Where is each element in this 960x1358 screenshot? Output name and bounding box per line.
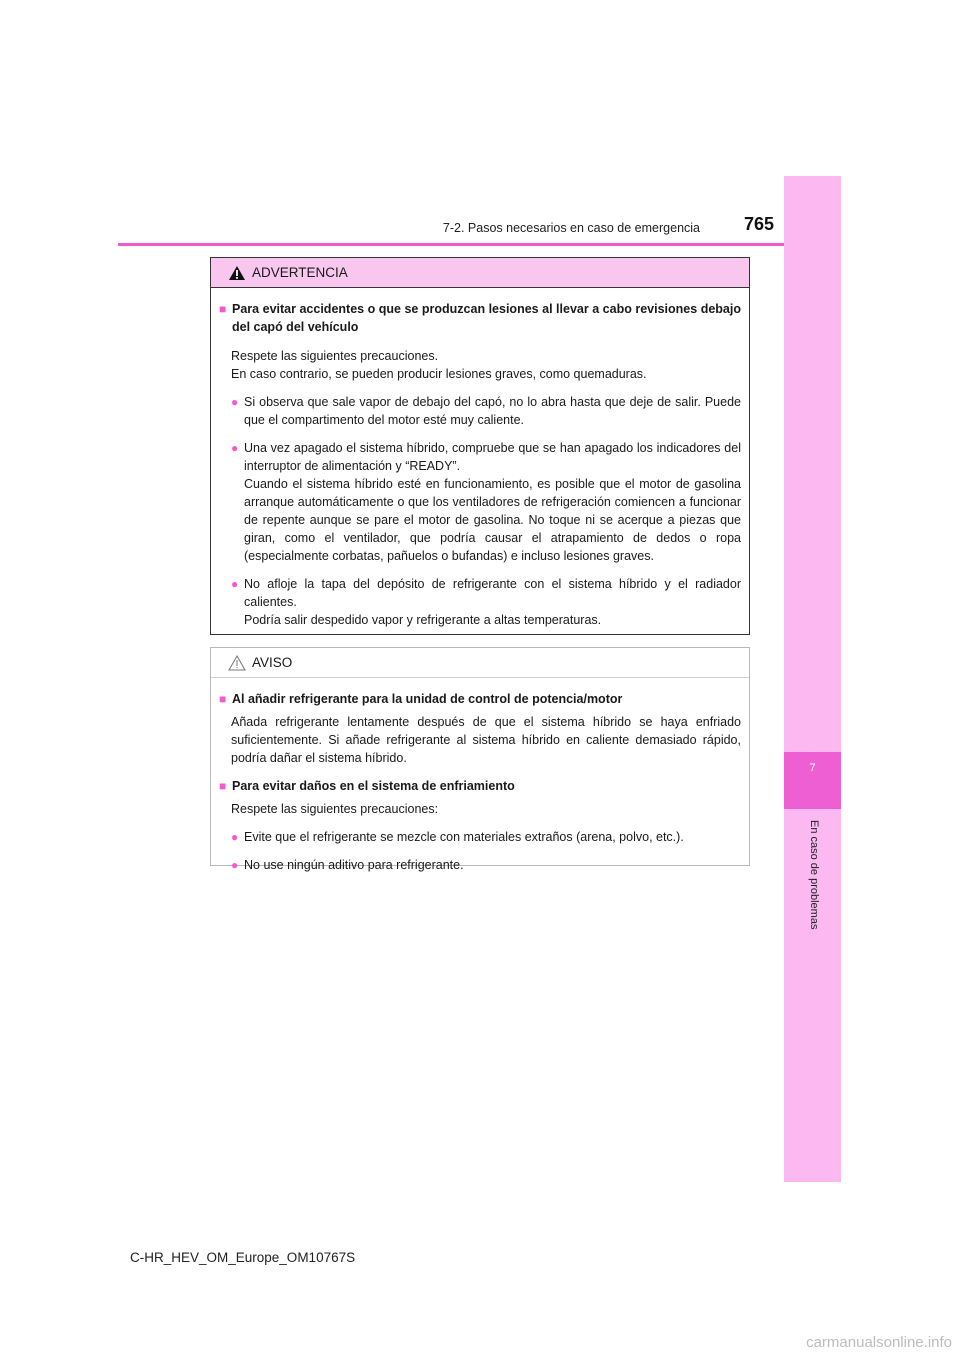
- notice-heading-text: Al añadir refrigerante para la unidad de control de potencia/motor: [232, 692, 623, 706]
- circle-bullet-icon: ●: [231, 395, 239, 409]
- warning-bullet: [231, 393, 741, 429]
- warning-triangle-icon: [228, 265, 246, 281]
- chapter-label: En caso de problemas: [808, 820, 820, 930]
- circle-bullet-icon: ●: [231, 577, 239, 591]
- warning-heading-text: Para evitar accidentes o que se produzcan lesiones al llevar a cabo revisiones debajo del capó del vehículo: [232, 302, 741, 334]
- circle-bullet-icon: ●: [231, 830, 239, 844]
- warning-bullet-text: Una vez apagado el sistema híbrido, compruebe que se han apagado los indicadores del interruptor de alimentación y “READY”.: [244, 441, 741, 473]
- notice-heading: [219, 690, 741, 708]
- warning-bullet-extra: Cuando el sistema híbrido esté en funcionamiento, es posible que el motor de gasolina arranque automáticamente o que los ventiladores de refrigeración comiencen a funcionar de repente aunque se pare el motor de gasolina. No toque ni se acerque a piezas que giran, como el ventilador, que podría causar el atrapamiento de dedos o ropa (especialmente corbatas, pañuelos o bufandas) e incluso lesiones graves.: [244, 477, 741, 563]
- notice-heading-text: Para evitar daños en el sistema de enfriamiento: [232, 779, 515, 793]
- notice-bullet-text: No use ningún aditivo para refrigerante.: [244, 858, 464, 872]
- notice-paragraph: Respete las siguientes precauciones:: [231, 802, 439, 816]
- watermark: carmanualsonline.info: [806, 1334, 952, 1351]
- warning-box: [210, 257, 750, 635]
- notice-heading: [219, 777, 741, 795]
- warning-bullet: [231, 575, 741, 629]
- notice-bullet: [231, 828, 741, 846]
- circle-bullet-icon: ●: [231, 858, 239, 872]
- square-bullet-icon: ■: [219, 302, 227, 316]
- header-rule: [118, 243, 841, 246]
- notice-box-header: [211, 648, 749, 678]
- warning-bullet-text: Si observa que sale vapor de debajo del capó, no lo abra hasta que deje de salir. Puede que el compartimento del motor esté muy caliente.: [244, 395, 741, 427]
- page-number: 765: [743, 214, 774, 234]
- notice-box-body: [211, 678, 749, 874]
- warning-intro-line-2: En caso contrario, se pueden producir lesiones graves, como quemaduras.: [231, 367, 647, 381]
- warning-bullet-text: No afloje la tapa del depósito de refrigerante con el sistema híbrido y el radiador calientes.: [244, 577, 741, 609]
- warning-bullet: [231, 439, 741, 565]
- chapter-number: 7: [809, 762, 816, 774]
- square-bullet-icon: ■: [219, 692, 227, 706]
- notice-box: [210, 647, 750, 872]
- warning-bullet-extra: Podría salir despedido vapor y refrigerante a altas temperaturas.: [244, 613, 602, 627]
- warning-intro: [231, 347, 741, 383]
- caution-triangle-icon: [228, 655, 246, 671]
- warning-heading: [219, 300, 741, 336]
- chapter-side-tab: [784, 176, 841, 1182]
- chapter-tab-active: [784, 752, 841, 809]
- document-id: C-HR_HEV_OM_Europe_OM10767S: [130, 1250, 356, 1265]
- warning-bullet-content: [244, 439, 741, 565]
- warning-box-body: [211, 288, 749, 629]
- warning-box-header: [211, 258, 749, 288]
- notice-paragraph: Añada refrigerante lentamente después de que el sistema híbrido se haya enfriado suficientemente. Si añade refrigerante al sistema híbrido en caliente demasiado rápido, podría dañar el sistema híbrido.: [231, 715, 741, 765]
- circle-bullet-icon: ●: [231, 441, 239, 455]
- warning-bullet-content: [244, 575, 741, 629]
- section-title: 7-2. Pasos necesarios en caso de emergencia: [442, 221, 700, 235]
- warning-intro-line-1: Respete las siguientes precauciones.: [231, 349, 439, 363]
- notice-title: AVISO: [252, 655, 293, 670]
- square-bullet-icon: ■: [219, 779, 227, 793]
- notice-bullet-text: Evite que el refrigerante se mezcle con materiales extraños (arena, polvo, etc.).: [244, 830, 684, 844]
- notice-bullet: [231, 856, 741, 874]
- warning-title: ADVERTENCIA: [252, 265, 348, 280]
